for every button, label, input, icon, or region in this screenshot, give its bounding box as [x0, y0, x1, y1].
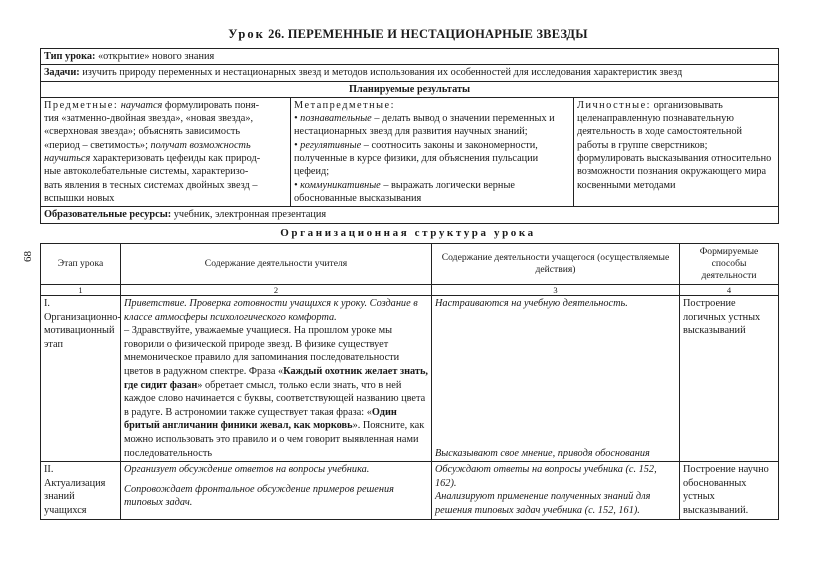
column-number: 4 — [680, 285, 779, 296]
structure-title: Организационная структура урока — [280, 227, 536, 239]
personal-results-text: организовывать целенаправленную познавательную деятельность в ходе самостоятельной работы в группе сверстников; формулировать высказывания относительно возможности познания окружающего мира косвенными методами — [577, 99, 772, 191]
lesson-structure-table — [40, 243, 779, 520]
subject-results-cell — [41, 97, 291, 206]
planned-results-heading: Планируемые результаты — [41, 81, 779, 97]
personal-results-label: Личностные: — [577, 99, 652, 111]
student-cell — [432, 462, 680, 519]
page-number: 68 — [22, 251, 34, 262]
header-skills: Формируемые способы деятельности — [680, 244, 779, 285]
subject-line: формулировать поня- — [162, 99, 260, 111]
lesson-tasks-label: Задачи: — [44, 67, 80, 79]
mnemonic-phrase: Один бритый англичанин финики жевал, как морковь — [124, 406, 397, 432]
meta-results-label: Метапредметные: — [294, 99, 395, 111]
lesson-tasks-row — [41, 65, 779, 81]
teacher-italic-note: Приветствие. Проверка готовности учащихся к уроку. Создание в классе атмосферы психологического комфорта. — [124, 298, 418, 323]
student-cell — [432, 296, 680, 462]
teacher-cell — [121, 296, 432, 462]
column-number: 1 — [41, 285, 121, 296]
lesson-type-row — [41, 49, 779, 65]
student-activity: Настраиваются на учебную деятельность. — [435, 298, 628, 309]
subject-line: «сверхновая звезда»; объяснять зависимость — [44, 126, 241, 138]
subject-results-label: Предметные: — [44, 99, 119, 111]
lesson-tasks-value: изучить природу переменных и нестационарных звезд и методов использования их особенностей для исследования характеристик звезд — [82, 67, 683, 79]
lesson-type-label: Тип урока: — [44, 51, 96, 62]
stage-cell: I. Организационно-мотивационный этап — [41, 296, 121, 462]
skills-cell: Построение научно обоснованных устных высказываний. — [680, 462, 779, 519]
mnemonic-phrase: Каждый охотник желает знать, где сидит фазан — [124, 365, 428, 391]
lesson-prefix: Урок — [228, 27, 265, 41]
personal-results-cell — [574, 97, 779, 206]
subject-line: характеризовать цефеиды как природ- — [90, 153, 261, 165]
structure-header-row — [41, 244, 779, 285]
subject-line: вать явления в тесных системах двойных звезд – — [44, 179, 258, 191]
meta-item-text: – выражать логически верные обоснованные высказывания — [294, 179, 515, 204]
subject-line-em: научатся — [120, 99, 163, 111]
lesson-title — [0, 27, 816, 42]
meta-results-cell — [291, 97, 574, 206]
student-activity: Анализируют применение полученных знаний для решения типовых задач учебника (с. 152, 161). — [435, 491, 651, 516]
student-activity: Высказывают свое мнение, приводя обоснования — [435, 447, 650, 459]
table-row — [41, 296, 779, 462]
subject-line: вспышки новых — [44, 192, 115, 204]
planned-results-row — [41, 81, 779, 97]
column-number: 2 — [121, 285, 432, 296]
header-stage: Этап урока — [41, 244, 121, 285]
subject-line: ные автоколебательные системы, характеризо- — [44, 166, 249, 178]
meta-item-em: • коммуникативные — [294, 179, 381, 191]
subject-line: «период – светимость»; — [44, 139, 151, 151]
stage-cell: II. Актуализация знаний учащихся — [41, 462, 121, 519]
results-row — [41, 97, 779, 206]
teacher-activity: Сопровождает фронтальное обсуждение примеров решения типовых задач. — [124, 483, 394, 509]
resources-row — [41, 207, 779, 223]
teacher-activity: Организует обсуждение ответов на вопросы учебника. — [124, 464, 370, 476]
lesson-info-table — [40, 48, 779, 224]
column-number: 3 — [432, 285, 680, 296]
subject-line-em: научиться — [44, 153, 91, 165]
meta-item-text: – соотносить законы и закономерности, полученные в курсе физики, для объяснения пульсации цефеид; — [294, 139, 539, 178]
column-number-row — [41, 285, 779, 296]
resources-label: Образовательные ресурсы: — [44, 209, 172, 221]
subject-line-em: получат возможность — [150, 139, 251, 151]
meta-item-em: • регулятивные — [294, 139, 362, 151]
teacher-speech-part: – Здравствуйте, уважаемые учащиеся. На прошлом уроке мы говорили о физической природе звезд. В физике существует мнемоническое правило для запоминания последовательности цветов в радужном спектре. Фраза « — [124, 325, 400, 377]
teacher-speech-part: » обретает смысл, только если знать, что в ней каждое слово начинается с буквы, соответствующей названию цвета в радуге. В астрономии также существует такая фраза: « — [124, 379, 426, 418]
resources-value: учебник, электронная презентация — [173, 209, 327, 221]
lesson-title-text: 26. ПЕРЕМЕННЫЕ И НЕСТАЦИОНАРНЫЕ ЗВЕЗДЫ — [268, 27, 588, 41]
meta-item-em: • познавательные — [294, 113, 372, 125]
teacher-speech-part: ». Поясните, как можно использовать это правило и о чем говорит выявленная нами последовательность — [124, 420, 425, 459]
skills-cell: Построение логичных устных высказываний — [680, 296, 779, 462]
teacher-speech — [124, 324, 428, 460]
subject-line: тия «затменно-двойная звезда», «новая звезда», — [44, 113, 254, 125]
header-student: Содержание деятельности учащегося (осуществляемые действия) — [432, 244, 680, 285]
teacher-cell — [121, 462, 432, 519]
meta-item-text: – делать вывод о значении переменных и нестационарных звезд для развития научных знаний; — [294, 113, 555, 138]
table-row — [41, 462, 779, 519]
header-teacher: Содержание деятельности учителя — [121, 244, 432, 285]
lesson-type-value: «открытие» нового знания — [98, 51, 215, 62]
student-activity: Обсуждают ответы на вопросы учебника (с. 152, 162). — [435, 464, 657, 489]
